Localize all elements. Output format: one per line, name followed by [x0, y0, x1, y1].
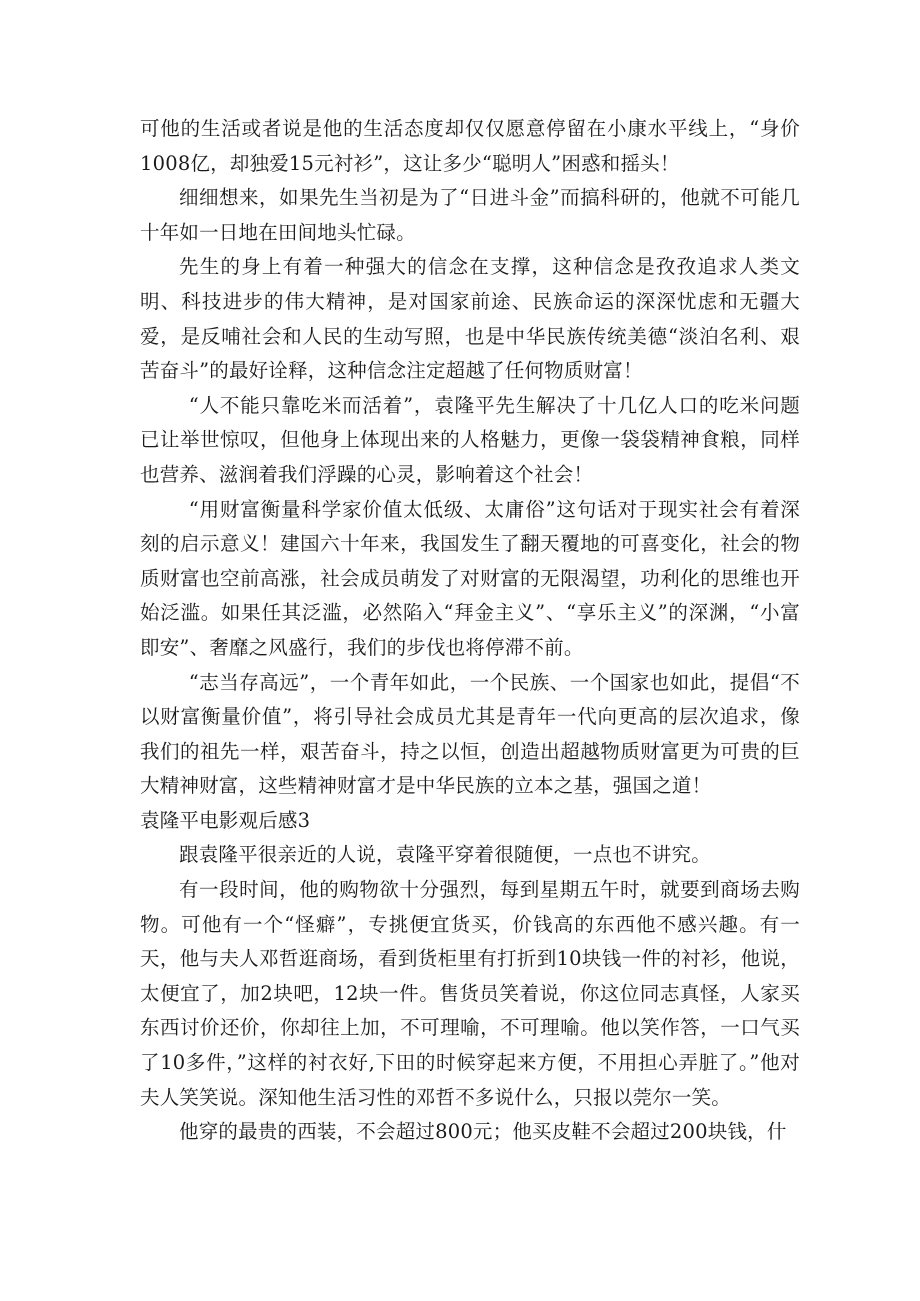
paragraph-3: 先生的身上有着一种强大的信念在支撑，这种信念是孜孜追求人类文明、科技进步的伟大精神，是对国家前途、民族命运的深深忧虑和无疆大爱，是反哺社会和人民的生动写照，也是中华民族传统美德“淡泊名利、艰苦奋斗”的最好诠释，这种信念注定超越了任何物质财富！	[140, 255, 800, 383]
section-paragraph-1: 跟袁隆平很亲近的人说，袁隆平穿着很随便，一点也不讲究。	[179, 843, 711, 867]
section-heading: 袁隆平电影观后感3	[140, 808, 311, 832]
document-body	[140, 112, 800, 1150]
paragraph-4: “人不能只靠吃米而活着”，袁隆平先生解决了十几亿人口的吃米问题已让举世惊叹，但他身上体现出来的人格魅力，更像一袋袋精神食粮，同样也营养、滋润着我们浮躁的心灵，影响着这个社会！	[140, 393, 800, 486]
section-paragraph-2: 有一段时间，他的购物欲十分强烈，每到星期五午时，就要到商场去购物。可他有一个“怪癖”，专挑便宜货买，价钱高的东西他不感兴趣。有一天，他与夫人邓哲逛商场，看到货柜里有打折到10块钱一件的衬衫，他说，太便宜了，加2块吧，12块一件。售货员笑着说，你这位同志真怪，人家买东西讨价还价，你却往上加，不可理喻，不可理喻。他以笑作答，一口气买了10多件，”这样的衬衣好,下田的时候穿起来方便，不用担心弄脏了。”他对夫人笑笑说。深知他生活习性的邓哲不多说什么，只报以莞尔一笑。	[140, 878, 800, 1109]
paragraph-2: 细细想来，如果先生当初是为了“日进斗金”而搞科研的，他就不可能几十年如一日地在田间地头忙碌。	[140, 186, 800, 244]
paragraph-6: “志当存高远”，一个青年如此，一个民族、一个国家也如此，提倡“不以财富衡量价值”，将引导社会成员尤其是青年一代向更高的层次追求，像我们的祖先一样，艰苦奋斗，持之以恒，创造出超越物质财富更为可贵的巨大精神财富，这些精神财富才是中华民族的立本之基，强国之道！	[140, 670, 800, 798]
section-paragraph-3: 他穿的最贵的西装，不会超过800元；他买皮鞋不会超过200块钱，什	[179, 1120, 787, 1144]
paragraph-1: 可他的生活或者说是他的生活态度却仅仅愿意停留在小康水平线上，“身价1008亿，却独爱15元衬衫”，这让多少“聪明人”困惑和摇头！	[140, 117, 800, 175]
paragraph-5: “用财富衡量科学家价值太低级、太庸俗”这句话对于现实社会有着深刻的启示意义！建国六十年来，我国发生了翻天覆地的可喜变化，社会的物质财富也空前高涨，社会成员萌发了对财富的无限渴望，功利化的思维也开始泛滥。如果任其泛滥，必然陷入“拜金主义”、“享乐主义”的深渊，“小富即安”、奢靡之风盛行，我们的步伐也将停滞不前。	[140, 497, 800, 659]
